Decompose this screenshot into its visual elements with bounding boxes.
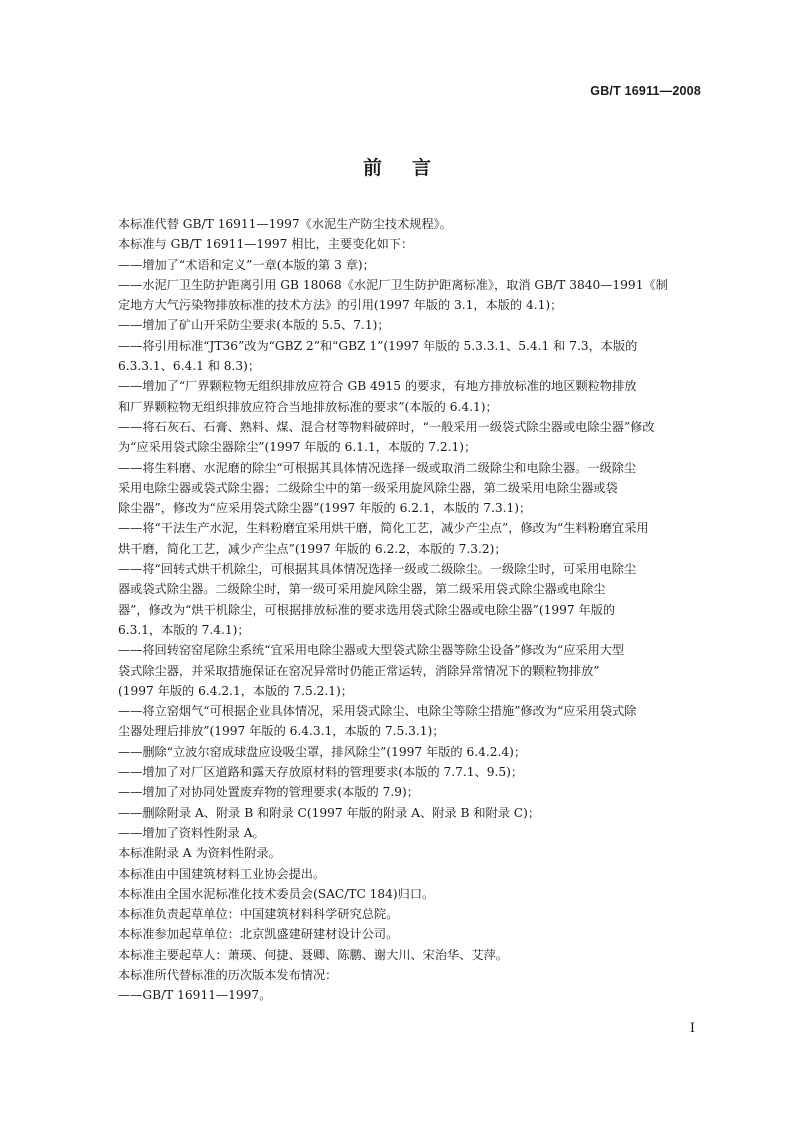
change-item bbox=[118, 417, 706, 458]
change-item-line: ——将回转窑窑尾除尘系统“宜采用电除尘器或大型袋式除尘器等除尘设备”修改为“应采用大型 bbox=[118, 643, 625, 658]
change-item-line: ——增加了资料性附录 A。 bbox=[118, 825, 265, 840]
closing-paragraph: 本标准附录 A 为资料性附录。 bbox=[118, 846, 281, 861]
change-item-line: 和厂界颗粒物无组织排放应符合当地排放标准的要求”(本版的 6.4.1)； bbox=[118, 399, 498, 414]
change-item-line: 烘干磨，简化工艺，减少产尘点”(1997 年版的 6.2.2，本版的 7.3.2)； bbox=[118, 541, 507, 556]
change-item-line: 器或袋式除尘器。二级除尘时，第一级可采用旋风除尘器，第二级采用袋式除尘器或电除尘 bbox=[118, 582, 606, 597]
change-item-line: 6.3.3.1、6.4.1 和 8.3)； bbox=[118, 359, 261, 374]
change-item-line: ——增加了对协同处置废弃物的管理要求(本版的 7.9)； bbox=[118, 785, 419, 800]
change-item-line: 尘器处理后排放”(1997 年版的 6.4.3.1，本版的 7.5.3.1)； bbox=[118, 724, 445, 739]
change-item-line: ——将生料磨、水泥磨的除尘“可根据其具体情况选择一级或取消二级除尘和电除尘器。一级除尘 bbox=[118, 460, 637, 475]
change-item-line: ——删除“立波尔窑成球盘应设吸尘罩，排风除尘”(1997 年版的 6.4.2.4)； bbox=[118, 744, 527, 759]
change-item-line: ——水泥厂卫生防护距离引用 GB 18068《水泥厂卫生防护距离标准》，取消 GB/T 3840—1991《制 bbox=[118, 277, 668, 292]
intro-section bbox=[118, 214, 706, 255]
change-item-line: 定地方大气污染物排放标准的技术方法》的引用(1997 年版的 3.1，本版的 4.1)； bbox=[118, 298, 563, 313]
change-item bbox=[118, 701, 706, 742]
intro-paragraph: 本标准与 GB/T 16911—1997 相比，主要变化如下： bbox=[118, 237, 414, 252]
document-body bbox=[118, 214, 706, 1006]
change-item-line: ——增加了矿山开采防尘要求(本版的 5.5、7.1)； bbox=[118, 318, 390, 333]
change-item-line: ——删除附录 A、附录 B 和附录 C(1997 年版的附录 A、附录 B 和附录 C)； bbox=[118, 805, 541, 820]
change-item-line: ——将“回转式烘干机除尘，可根据其具体情况选择一级或二级除尘。一级除尘时，可采用电除尘 bbox=[118, 562, 637, 577]
change-item bbox=[118, 742, 706, 762]
page-number: I bbox=[689, 1021, 695, 1036]
change-item-line: 为“应采用袋式除尘器除尘”(1997 年版的 6.1.1，本版的 7.2.1)； bbox=[118, 440, 477, 455]
change-item-line: ——增加了“厂界颗粒物无组织排放应符合 GB 4915 的要求，有地方排放标准的地区颗粒物排放 bbox=[118, 379, 637, 394]
page-title: 前言 bbox=[362, 157, 461, 179]
change-item-line: ——增加了对厂区道路和露天存放原材料的管理要求(本版的 7.7.1、9.5)； bbox=[118, 765, 524, 780]
change-item-line: ——将石灰石、石膏、熟料、煤、混合材等物料破碎时，“一般采用一级袋式除尘器或电除尘器”修改 bbox=[118, 419, 655, 434]
change-item-line: 采用电除尘器或袋式除尘器；二级除尘中的第一级采用旋风除尘器，第二级采用电除尘器或袋 bbox=[118, 480, 618, 495]
change-item bbox=[118, 458, 706, 519]
change-item-line: 袋式除尘器，并采取措施保证在窑况异常时仍能正常运转，消除异常情况下的颗粒物排放” bbox=[118, 663, 600, 678]
change-item-line: ——将“干法生产水泥，生料粉磨宜采用烘干磨，简化工艺，减少产尘点”，修改为“生料粉磨宜采用 bbox=[118, 521, 649, 536]
closing-paragraph: 本标准所代替标准的历次版本发布情况： bbox=[118, 967, 338, 982]
closing-paragraph: 本标准由中国建筑材料工业协会提出。 bbox=[118, 866, 326, 881]
change-item bbox=[118, 376, 706, 417]
closing-paragraph: 本标准由全国水泥标准化技术委员会(SAC/TC 184)归口。 bbox=[118, 886, 435, 901]
change-item bbox=[118, 762, 706, 782]
intro-paragraph: 本标准代替 GB/T 16911—1997《水泥生产防尘技术规程》。 bbox=[118, 217, 452, 231]
closing-paragraph: ——GB/T 16911—1997。 bbox=[118, 988, 272, 1003]
change-item bbox=[118, 336, 706, 377]
change-item bbox=[118, 823, 706, 843]
change-item-line: ——将立窑烟气“可根据企业具体情况，采用袋式除尘、电除尘等除尘措施”修改为“应采用袋式除 bbox=[118, 704, 637, 719]
changes-list bbox=[118, 255, 706, 844]
standard-code: GB/T 16911—2008 bbox=[590, 84, 701, 98]
closing-paragraph: 本标准参加起草单位：北京凯盛建研建材设计公司。 bbox=[118, 927, 399, 942]
change-item bbox=[118, 640, 706, 701]
change-item bbox=[118, 255, 706, 275]
change-item bbox=[118, 559, 706, 640]
change-item-line: ——增加了“术语和定义”一章(本版的第 3 章)； bbox=[118, 257, 375, 272]
closing-paragraph: 本标准主要起草人：萧瑛、何捷、聂卿、陈鹏、谢大川、宋治华、艾萍。 bbox=[118, 947, 508, 962]
closing-section bbox=[118, 843, 706, 1005]
change-item-line: 6.3.1，本版的 7.4.1)； bbox=[118, 622, 250, 637]
change-item-line: 除尘器”，修改为“应采用袋式除尘器”(1997 年版的 6.2.1，本版的 7.3.1)； bbox=[118, 501, 532, 516]
change-item bbox=[118, 803, 706, 823]
change-item bbox=[118, 275, 706, 316]
change-item bbox=[118, 315, 706, 335]
change-item bbox=[118, 782, 706, 802]
change-item-line: (1997 年版的 6.4.2.1，本版的 7.5.2.1)； bbox=[118, 683, 353, 698]
change-item-line: ——将引用标准“JT36”改为“GBZ 2”和“GBZ 1”(1997 年版的 5.3.3.1、5.4.1 和 7.3，本版的 bbox=[118, 338, 638, 353]
closing-paragraph: 本标准负责起草单位：中国建筑材料科学研究总院。 bbox=[118, 907, 399, 922]
change-item bbox=[118, 518, 706, 559]
change-item-line: 器”，修改为“烘干机除尘，可根据排放标准的要求选用袋式除尘器或电除尘器”(1997 年版的 bbox=[118, 602, 616, 617]
